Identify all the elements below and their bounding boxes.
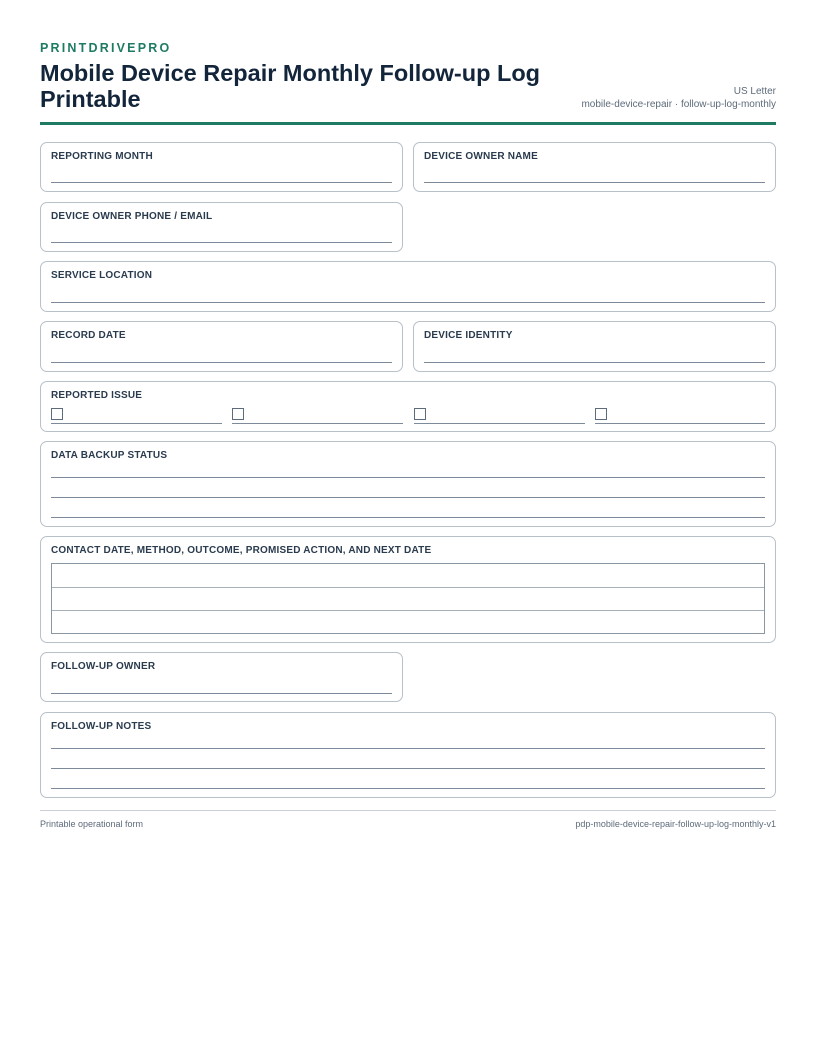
checkbox[interactable] <box>51 408 63 420</box>
checkbox[interactable] <box>232 408 244 420</box>
record-date-box <box>40 321 403 372</box>
device-identity-label: DEVICE IDENTITY <box>424 330 513 341</box>
follow-up-notes-box <box>40 712 776 798</box>
data-backup-line-2[interactable] <box>51 497 765 498</box>
reported-issue-option-3[interactable] <box>414 408 585 422</box>
service-location-label: SERVICE LOCATION <box>51 270 153 281</box>
data-backup-line-3[interactable] <box>51 517 765 518</box>
follow-up-notes-label: FOLLOW-UP NOTES <box>51 721 152 732</box>
page-meta <box>581 85 776 111</box>
device-owner-contact-field[interactable] <box>51 242 392 243</box>
device-owner-name-label: DEVICE OWNER NAME <box>424 151 538 162</box>
footer-rule <box>40 810 776 811</box>
reporting-month-field[interactable] <box>51 182 392 183</box>
record-date-label: RECORD DATE <box>51 330 126 341</box>
record-date-field[interactable] <box>51 362 392 363</box>
footer-form-id: pdp-mobile-device-repair-follow-up-log-monthly-v1 <box>575 819 776 829</box>
form-slug: mobile-device-repair · follow-up-log-monthly <box>581 99 776 110</box>
device-owner-contact-box <box>40 202 403 252</box>
reporting-month-box <box>40 142 403 192</box>
follow-up-notes-line-1[interactable] <box>51 748 765 749</box>
paper-size: US Letter <box>733 86 776 97</box>
service-location-box <box>40 261 776 312</box>
reported-issue-option-1[interactable] <box>51 408 222 422</box>
device-identity-field[interactable] <box>424 362 765 363</box>
page-title: Mobile Device Repair Monthly Follow-up Log Printable <box>40 60 541 112</box>
checkbox[interactable] <box>414 408 426 420</box>
contact-log-table[interactable] <box>51 563 765 634</box>
follow-up-owner-label: FOLLOW-UP OWNER <box>51 661 156 672</box>
follow-up-notes-line-2[interactable] <box>51 768 765 769</box>
header-rule <box>40 122 776 125</box>
option-line <box>51 423 222 424</box>
follow-up-notes-line-3[interactable] <box>51 788 765 789</box>
reporting-month-label: REPORTING MONTH <box>51 151 153 162</box>
data-backup-line-1[interactable] <box>51 477 765 478</box>
option-line <box>232 423 403 424</box>
table-row-divider <box>52 587 764 588</box>
device-owner-name-field[interactable] <box>424 182 765 183</box>
data-backup-status-label: DATA BACKUP STATUS <box>51 450 168 461</box>
contact-log-label: CONTACT DATE, METHOD, OUTCOME, PROMISED ACTION, AND NEXT DATE <box>51 545 432 556</box>
footer-left-text: Printable operational form <box>40 819 144 829</box>
device-owner-contact-label: DEVICE OWNER PHONE / EMAIL <box>51 211 213 222</box>
data-backup-status-box <box>40 441 776 527</box>
reported-issue-box <box>40 381 776 432</box>
contact-log-box <box>40 536 776 643</box>
checkbox[interactable] <box>595 408 607 420</box>
service-location-field[interactable] <box>51 302 765 303</box>
brand-name: PRINTDRIVEPRO <box>40 41 172 55</box>
table-row-divider <box>52 610 764 611</box>
reported-issue-label: REPORTED ISSUE <box>51 390 143 401</box>
reported-issue-option-2[interactable] <box>232 408 403 422</box>
follow-up-owner-field[interactable] <box>51 693 392 694</box>
option-line <box>595 423 765 424</box>
option-line <box>414 423 585 424</box>
device-identity-box <box>413 321 776 372</box>
reported-issue-option-4[interactable] <box>595 408 765 422</box>
device-owner-name-box <box>413 142 776 192</box>
follow-up-owner-box <box>40 652 403 702</box>
